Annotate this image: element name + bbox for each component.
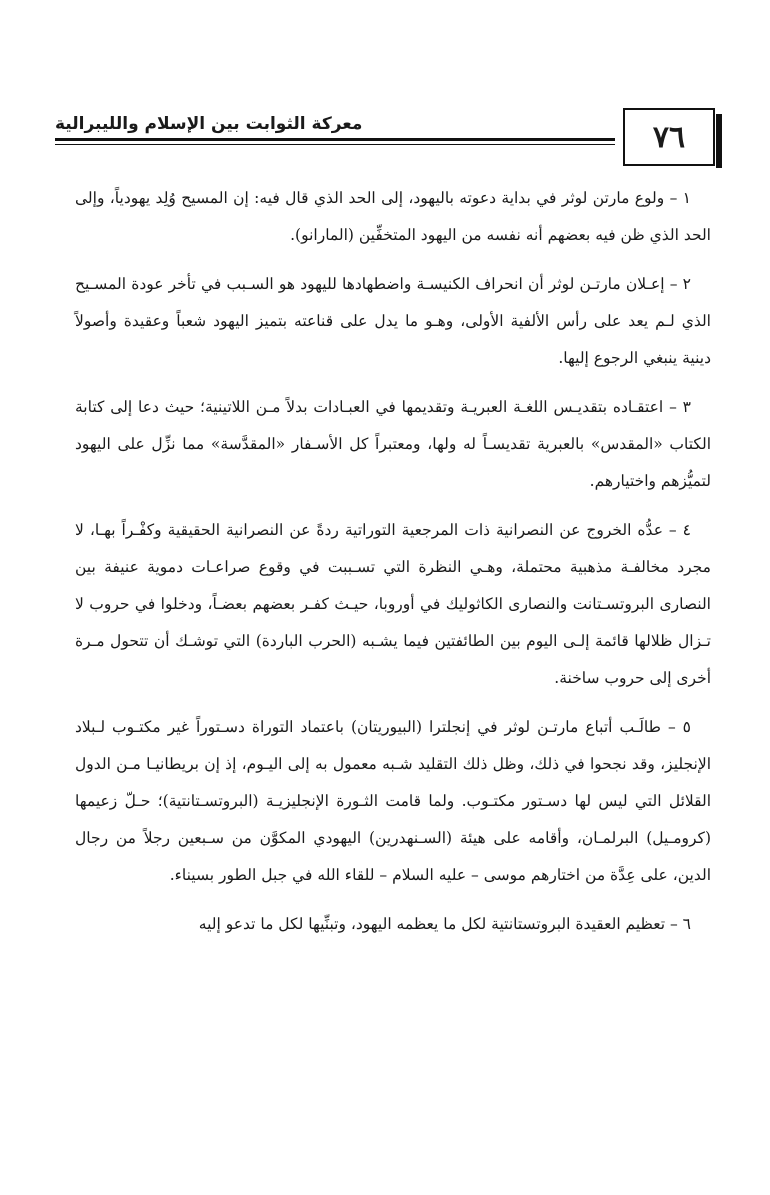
paragraph-3: ٣ – اعتقـاده بتقديـس اللغـة العبريـة وتقديمها في العبـادات بدلاً مـن اللاتينية؛ حيث دعا إلى كتابة الكتاب «المقدس» بالعبرية تقديسـاً له ولها، ومعتبراً كل الأسـفار «المقدَّسة» مما نزِّل على اليهود لتميُّزهم واختيارهم. (75, 398, 711, 490)
header-rule-thick (55, 138, 615, 141)
header-rule-thin (55, 144, 615, 145)
paragraph-6: ٦ – تعظيم العقيدة البروتستانتية لكل ما يعظمه اليهود، وتبنِّيها لكل ما تدعو إليه (198, 915, 691, 933)
paragraph-5: ٥ – طالَـب أتباع مارتـن لوثر في إنجلترا (البيوريتان) باعتماد التوراة دسـتوراً غير مكتـوب لـبلاد الإنجليز، وقد نجحوا في ذلك، وظل ذلك التقليد شـبه معمول به إلى اليـوم، إذ إن بريطانيـا مـن الدول القلائل التي ليس لها دسـتور مكتـوب. ولما قامت الثـورة الإنجليزيـة (البروتسـتانتية)؛ حـلّ زعيمها (كرومـيل) البرلمـان، وأقامه على هيئة (السـنهدرين) اليهودي المكوَّن من سـبعين رجلاً من رجال الدين، على عِدَّة من اختارهم موسى – عليه السلام – للقاء الله في جبل الطور بسيناء. (75, 718, 711, 884)
paragraph-4: ٤ – عدُّه الخروج عن النصرانية ذات المرجعية التوراتية ردةً عن النصرانية الحقيقية وكفْـراً بهـا، لا مجرد مخالفـة مذهبية محتملة، وهـي النظرة التي تسـببت في وقوع صراعـات دموية عنيفة بين النصارى البروتسـتانت والنصارى الكاثوليك في أوروبا، حيـث كفـر بعضهم بعضـاً، ودخلوا في حروب لا تـزال ظلالها قائمة إلـى اليوم بين الطائفتين فيما يشـبه (الحرب الباردة) التي توشـك أن تتحول مـرة أخرى إلى حروب ساخنة. (75, 521, 711, 687)
page-header (55, 108, 715, 168)
page-number: ٧٦ (652, 119, 686, 155)
page-number-box (623, 108, 715, 166)
paragraph-2: ٢ – إعـلان مارتـن لوثر أن انحراف الكنيسـة واضطهادها لليهود هو السـبب في تأخر عودة المسـيح الذي لـم يعد على رأس الألفية الأولى، وهـو ما يدل على قناعته بتميز اليهود شعباً وعقيدة وأصولاً دينية ينبغي الرجوع إليها. (75, 275, 711, 367)
paragraph-1: ١ – ولوع مارتن لوثر في بداية دعوته باليهود، إلى الحد الذي قال فيه: إن المسيح وُلِد يهودياً، وإلى الحد الذي ظن فيه بعضهم أنه نفسه من اليهود المتخفِّين (المارانو). (75, 189, 711, 244)
running-title: معركة الثوابت بين الإسلام والليبرالية (55, 114, 363, 134)
body-text (75, 180, 711, 955)
